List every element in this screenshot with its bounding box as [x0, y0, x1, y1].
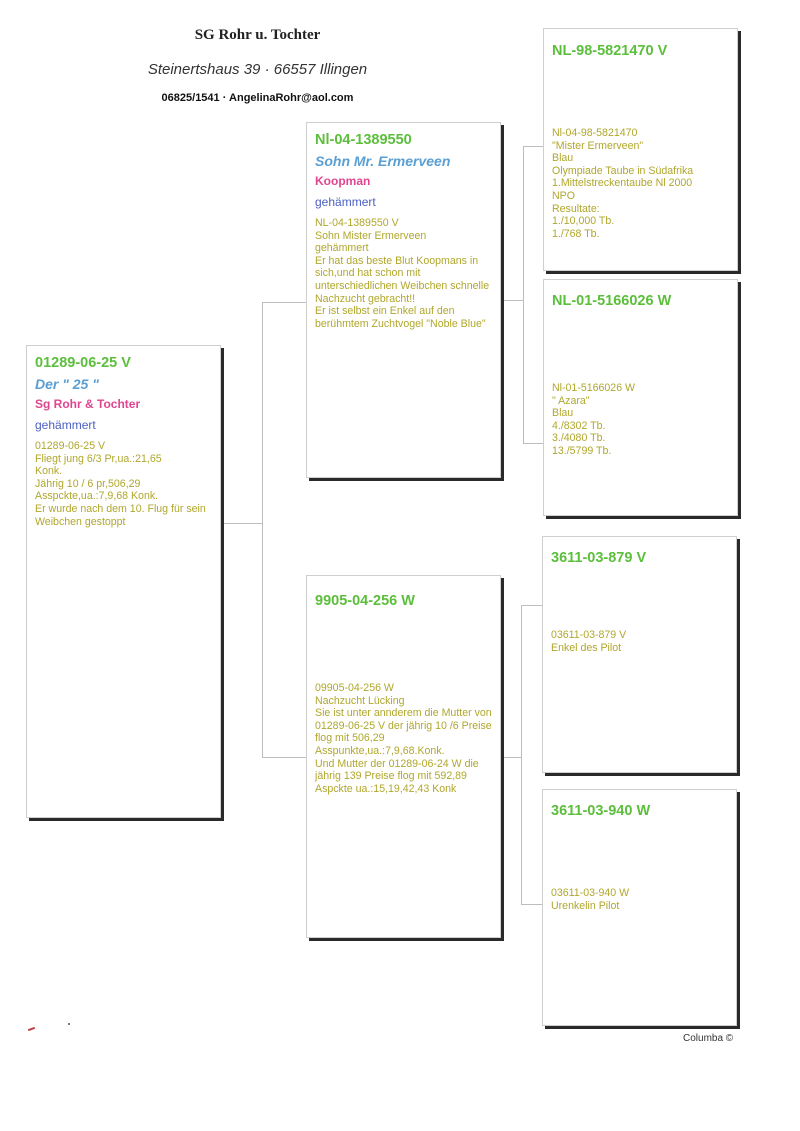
footer-credit: Columba © [683, 1033, 734, 1044]
ring-number: 01289-06-25 V [35, 355, 131, 371]
breeder-address: Steinertshaus 39 · 66557 Illingen [147, 61, 368, 78]
connector-subject-stem [220, 523, 263, 524]
connector-dam-vertical [521, 605, 522, 905]
connector-to-sire [262, 302, 306, 303]
pigeon-card-dam-dam [542, 789, 737, 1026]
pigeon-card-subject [26, 345, 221, 818]
scan-dot [68, 1023, 70, 1025]
pigeon-card-dam [306, 575, 501, 938]
ring-number: 3611-03-879 V [551, 550, 647, 566]
scan-mark [28, 1027, 35, 1031]
ring-number: 3611-03-940 W [551, 803, 651, 819]
connector-parents-vertical [262, 302, 263, 758]
pigeon-breeder: Sg Rohr & Tochter [35, 397, 141, 411]
pigeon-description: Nl-04-98-5821470 "Mister Ermerveen" Blau Olympiade Taube in Südafrika 1.Mittelstreckentaube Nl 2000 NPO Resultate: 1./10,000 Tb. 1./768 Tb. [552, 127, 694, 240]
breeder-title: SG Rohr u. Tochter [194, 27, 321, 43]
pigeon-card-sire-sire [543, 28, 738, 271]
pigeon-description: NL-04-1389550 V Sohn Mister Ermerveen gehämmert Er hat das beste Blut Koopmans in sich,und hat schon mit unterschiedlichen Weibchen schnelle Nachzucht gebracht!! Er ist selbst ein Enkel auf den berühmtem Zuchtvogel "Noble Blue" [315, 217, 490, 330]
ring-number: Nl-04-1389550 [315, 132, 412, 148]
connector-to-sire-dam [523, 443, 543, 444]
pigeon-description: 01289-06-25 V Fliegt jung 6/3 Pr,ua.:21,65 Konk. Jährig 10 / 6 pr,506,29 Asspckte,ua.:7,9,68 Konk. Er wurde nach dem 10. Flug für sein Weibchen gestoppt [35, 440, 206, 528]
pigeon-description: 09905-04-256 W Nachzucht Lücking Sie ist unter annderem die Mutter von 01289-06-25 V der jährig 10 /6 Preise flog mit 506,29 Asspunkte,ua.:7,9,68.Konk. Und Mutter der 01289-06-24 W die jährig 139 Preise flog mit 592,89 Aspckte ua.:15,19,42,43 Konk [315, 682, 492, 795]
pigeon-card-sire-dam [543, 279, 738, 516]
pigeon-name: Der " 25 " [35, 376, 99, 392]
ring-number: 9905-04-256 W [315, 593, 415, 609]
ring-number: NL-01-5166026 W [552, 293, 672, 309]
connector-sire-stem [500, 300, 524, 301]
connector-to-dam [262, 757, 306, 758]
breeder-contact: 06825/1541 · AngelinaRohr@aol.com [161, 92, 354, 104]
pigeon-name: Sohn Mr. Ermerveen [315, 153, 451, 169]
connector-sire-vertical [523, 146, 524, 444]
pigeon-card-dam-sire [542, 536, 737, 773]
ring-number: NL-98-5821470 V [552, 43, 668, 59]
connector-to-dam-dam [521, 904, 542, 905]
pigeon-breeder: Koopman [315, 174, 371, 188]
pigeon-description: 03611-03-940 W Urenkelin Pilot [551, 887, 630, 912]
connector-dam-stem [500, 757, 522, 758]
pigeon-description: 03611-03-879 V Enkel des Pilot [551, 629, 627, 654]
pigeon-color: gehämmert [35, 418, 96, 432]
pigeon-description: Nl-01-5166026 W " Azara" Blau 4./8302 Tb. 3./4080 Tb. 13./5799 Tb. [552, 382, 636, 457]
connector-to-dam-sire [521, 605, 542, 606]
pigeon-color: gehämmert [315, 195, 376, 209]
pigeon-card-sire [306, 122, 501, 478]
connector-to-sire-sire [523, 146, 543, 147]
